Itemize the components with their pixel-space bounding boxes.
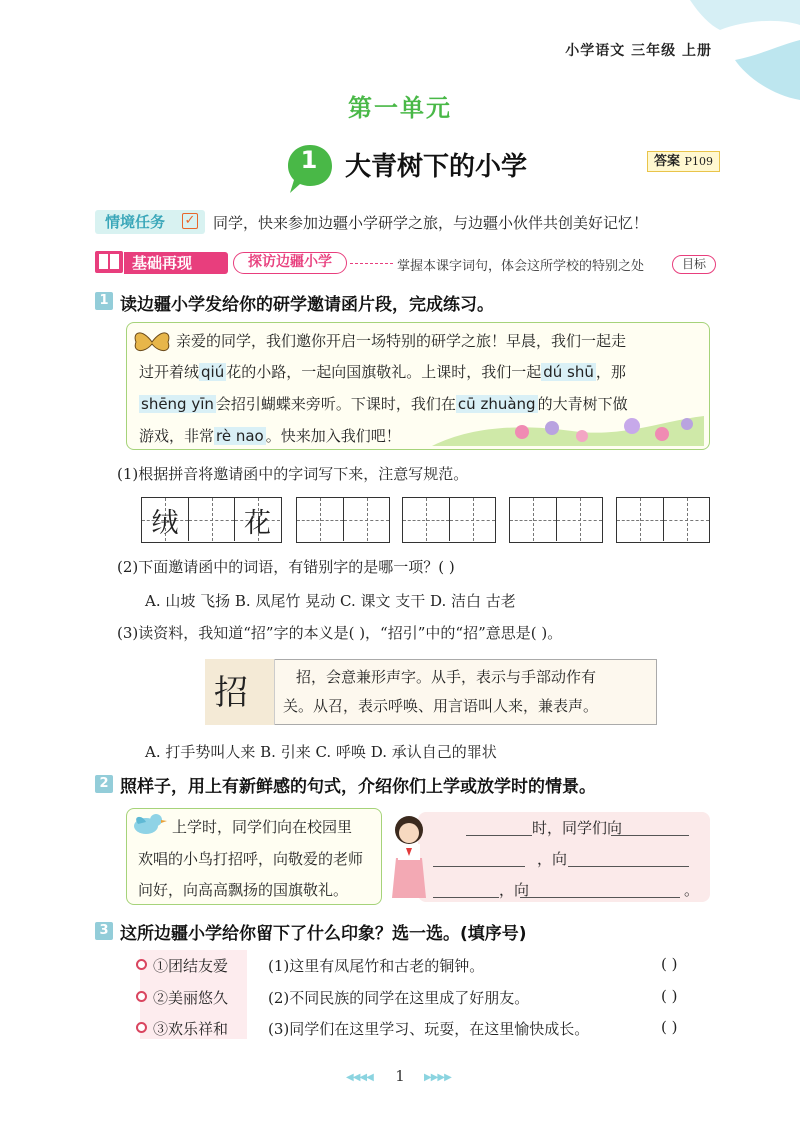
pinyin-blank: qiú [201, 363, 225, 381]
task-text: 同学，快来参加边疆小学研学之旅，与边疆小伙伴共创美好记忆！ [213, 214, 649, 232]
sub-question: (2)下面邀请函中的词语，有错别字的是哪一项？( ) [117, 558, 455, 576]
answer-blank[interactable] [433, 897, 499, 898]
unit-title: 第一单元 [348, 94, 452, 122]
check-icon: ✓ [182, 213, 198, 229]
page-number: 1 [395, 1067, 405, 1085]
pinyin-blank: shēng yīn [141, 395, 214, 413]
answer-options: A. 打手势叫人来 B. 引来 C. 呼唤 D. 承认自己的罪状 [145, 743, 497, 761]
question-number: 3 [95, 922, 113, 940]
letter-line: 亲爱的同学，我们邀你开启一场特别的研学之旅！早晨，我们一起走 [176, 332, 627, 350]
answer-text: ，向 [537, 850, 568, 868]
letter-line: shēng yīn 会招引蝴蝶来旁听。下课时，我们在 cū zhuàng 的大青树下做 [141, 395, 628, 413]
answer-paren[interactable]: ( ) [661, 955, 678, 973]
book-icon [94, 248, 124, 274]
reference-text: 关。从召，表示呼唤、用言语叫人来，兼表声。 [283, 697, 599, 715]
question-number: 1 [95, 292, 113, 310]
letter-line: 游戏，非常 rè nao 。快来加入我们吧！ [139, 427, 401, 445]
writing-grid[interactable] [141, 497, 282, 543]
example-line: 欢唱的小鸟打招呼，向敬爱的老师 [138, 850, 364, 868]
answer-text: ，向 [499, 881, 530, 899]
lesson-number: 1 [300, 146, 318, 174]
lesson-title: 大青树下的小学 [345, 152, 528, 182]
answer-options: A. 山坡 飞扬 B. 凤尾竹 晃动 C. 课文 支干 D. 洁白 古老 [145, 592, 516, 610]
answer-blank[interactable] [568, 866, 689, 867]
answer-label: 答案 [654, 154, 681, 169]
answer-text: 时，同学们向 [532, 819, 623, 837]
goal-tag: 目标 [672, 255, 716, 274]
sub-question: (1)根据拼音将邀请函中的字词写下来，注意写规范。 [117, 465, 469, 483]
answer-blank[interactable] [433, 866, 525, 867]
answer-paren[interactable]: ( ) [661, 1018, 678, 1036]
girl-illustration [384, 808, 434, 904]
ring-icon [136, 959, 147, 970]
answer-page: P109 [684, 155, 713, 168]
letter-line: 过开着绒 qiú 花的小路，一起向国旗敬礼。上课时，我们一起 dú shū ，那 [139, 363, 626, 381]
pinyin-blank: cū zhuàng [457, 395, 536, 413]
grid-char: 花 [244, 508, 271, 539]
reference-text: 招，会意兼形声字。从手，表示与手部动作有 [296, 668, 597, 686]
impression-option: ③欢乐祥和 [153, 1020, 229, 1038]
ring-icon [136, 1022, 147, 1033]
answer-period: 。 [684, 881, 700, 899]
answer-blank[interactable] [520, 897, 680, 898]
question-title: 读边疆小学发给你的研学邀请函片段，完成练习。 [120, 295, 494, 315]
right-arrows-icon: ▶▶▶▶ [424, 1072, 451, 1083]
ancient-glyph: 招 [214, 673, 248, 713]
answer-page-tag[interactable] [647, 151, 720, 172]
pinyin-blank: dú shū [543, 363, 594, 381]
example-line: 上学时，同学们向在校园里 [172, 818, 353, 836]
pinyin-blank: rè nao [216, 427, 264, 445]
divider [350, 263, 393, 264]
butterfly-icon [132, 326, 172, 358]
question-number: 2 [95, 775, 113, 793]
header-subject: 小学语文 三年级 上册 [565, 43, 712, 59]
writing-grid[interactable] [296, 497, 390, 543]
bird-icon [128, 810, 168, 838]
sub-question: (3)读资料，我知道“招”字的本义是( )，“招引”中的“招”意思是( )。 [117, 624, 563, 642]
question-title: 照样子，用上有新鲜感的句式，介绍你们上学或放学时的情景。 [120, 777, 596, 797]
left-arrows-icon: ◀◀◀◀ [346, 1072, 373, 1083]
answer-paren[interactable]: ( ) [661, 987, 678, 1005]
grid-char: 绒 [151, 508, 179, 539]
question-title: 这所边疆小学给你留下了什么印象？选一选。(填序号) [120, 924, 527, 944]
statement: (2)不同民族的同学在这里成了好朋友。 [268, 989, 530, 1007]
impression-option: ②美丽悠久 [153, 989, 229, 1007]
section-subtitle: 探访边疆小学 [233, 252, 347, 274]
statement: (3)同学们在这里学习、玩耍，在这里愉快成长。 [268, 1020, 590, 1038]
answer-blank[interactable] [466, 835, 532, 836]
impression-option: ①团结友爱 [153, 957, 229, 975]
writing-grid[interactable] [402, 497, 496, 543]
writing-grid[interactable] [616, 497, 710, 543]
task-badge: 情境任务 [95, 210, 205, 234]
answer-blank[interactable] [611, 835, 689, 836]
section-description: 掌握本课字词句，体会这所学校的特别之处 [397, 259, 645, 274]
example-line: 问好，向高高飘扬的国旗敬礼。 [138, 881, 349, 899]
ring-icon [136, 991, 147, 1002]
section-badge: 基础再现 [124, 252, 228, 274]
statement: (1)这里有凤尾竹和古老的铜钟。 [268, 957, 485, 975]
writing-grid[interactable] [509, 497, 603, 543]
